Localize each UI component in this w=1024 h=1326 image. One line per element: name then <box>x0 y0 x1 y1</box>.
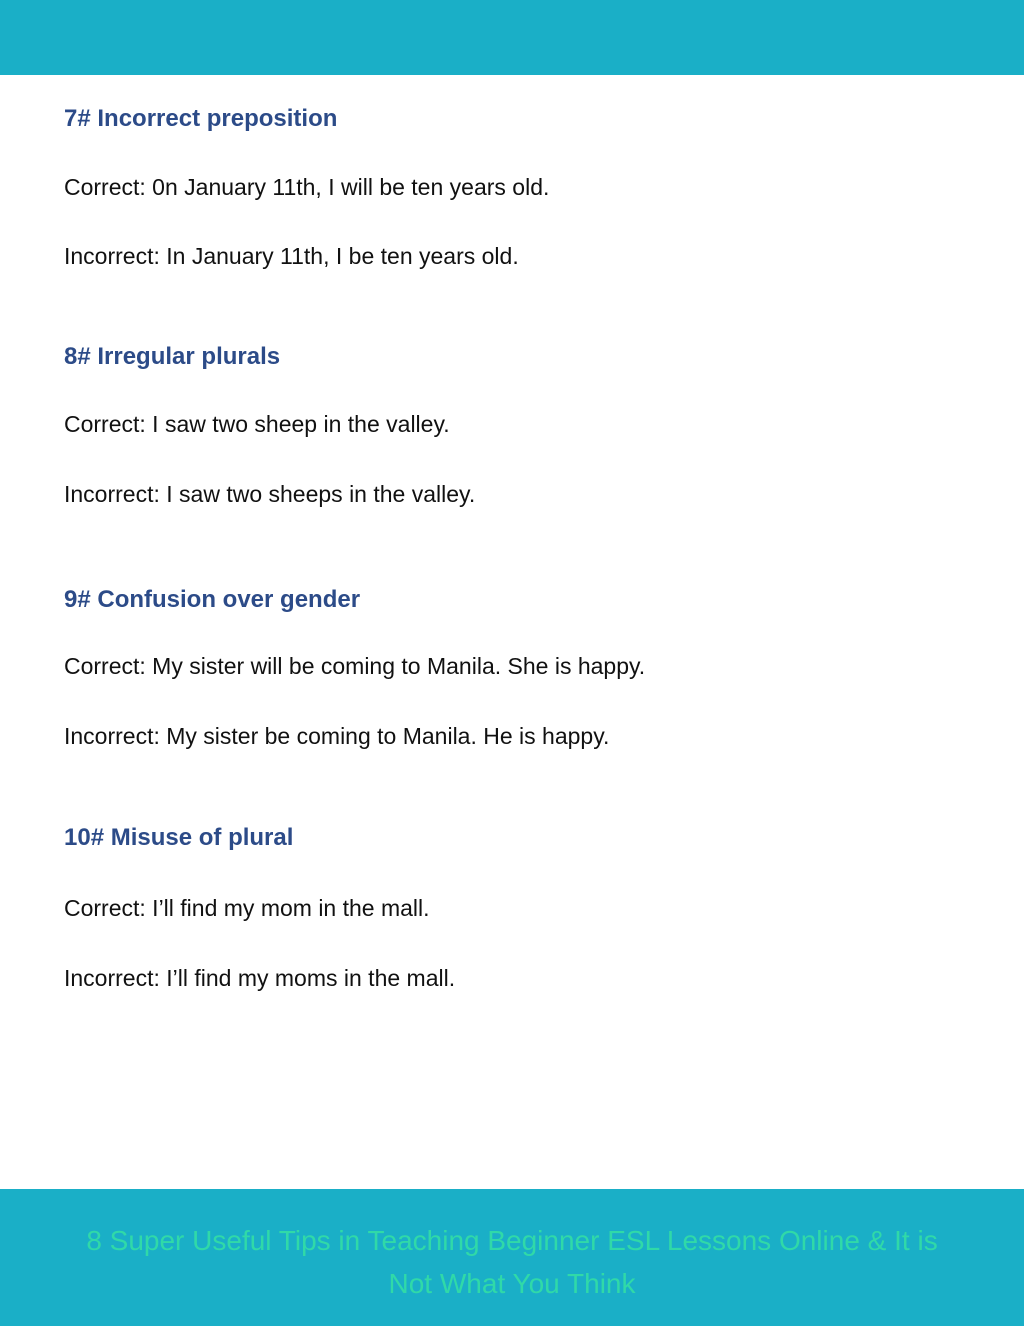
correct-example: Correct: I saw two sheep in the valley. <box>64 411 450 437</box>
incorrect-example: Incorrect: I saw two sheeps in the valley. <box>64 481 476 507</box>
incorrect-example: Incorrect: In January 11th, I be ten years old. <box>64 243 519 269</box>
footer-banner <box>0 1189 1024 1326</box>
incorrect-example: Incorrect: I’ll find my moms in the mall. <box>64 965 456 991</box>
footer-title: 8 Super Useful Tips in Teaching Beginner ESL Lessons Online & It is Not What You Think <box>86 1225 938 1299</box>
section-heading: 7# Incorrect preposition <box>64 105 338 132</box>
correct-example: Correct: My sister will be coming to Manila. She is happy. <box>64 653 646 679</box>
correct-example: Correct: 0n January 11th, I will be ten years old. <box>64 174 550 200</box>
section-heading: 10# Misuse of plural <box>64 824 294 851</box>
incorrect-example: Incorrect: My sister be coming to Manila. He is happy. <box>64 723 610 749</box>
section-heading: 8# Irregular plurals <box>64 343 281 370</box>
correct-example: Correct: I’ll find my mom in the mall. <box>64 895 430 921</box>
section-heading: 9# Confusion over gender <box>64 586 361 613</box>
